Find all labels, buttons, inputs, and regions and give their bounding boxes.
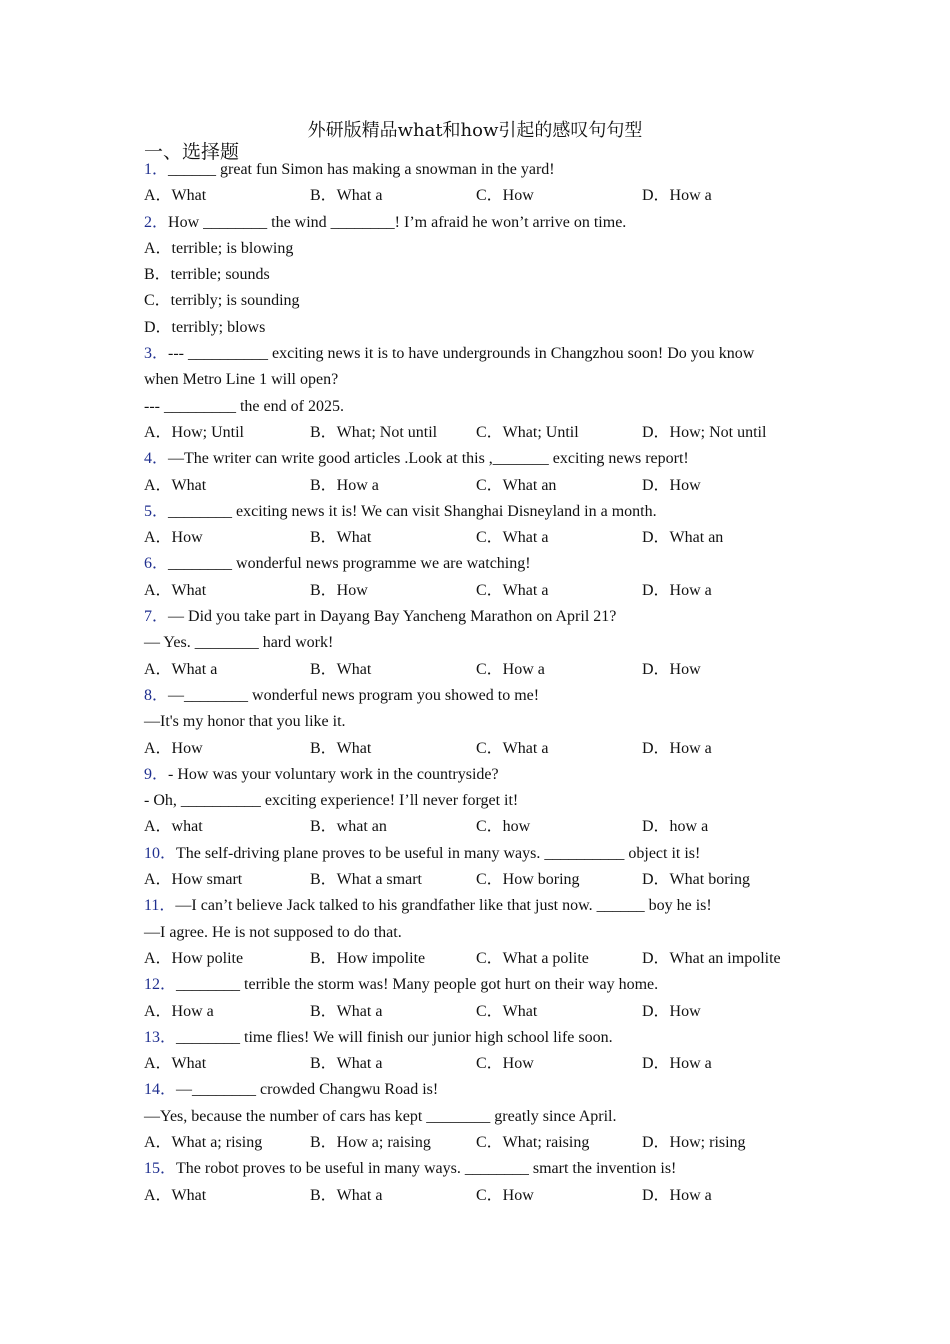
question-item <box>144 1156 824 1209</box>
answer-options <box>144 578 824 604</box>
question-stem <box>144 841 824 867</box>
answer-option[interactable]: D．What an impolite <box>642 949 781 967</box>
answer-option[interactable]: B．terrible; sounds <box>144 266 270 284</box>
question-stem-continued <box>144 709 824 735</box>
answer-option[interactable]: D．What boring <box>642 871 750 889</box>
question-stem <box>144 551 824 577</box>
answer-option[interactable]: A．How polite <box>144 949 244 967</box>
question-text: —It's my honor that you like it. <box>144 713 346 731</box>
question-item <box>144 683 824 762</box>
answer-option[interactable]: B．How a <box>310 476 379 494</box>
answer-option[interactable]: A．What <box>144 1186 207 1204</box>
question-number: 12． <box>144 976 177 994</box>
question-list <box>144 157 824 1209</box>
question-number: 8． <box>144 686 169 704</box>
question-number: 9． <box>144 765 169 783</box>
answer-option[interactable]: D．how a <box>642 818 709 836</box>
answer-options <box>144 814 824 840</box>
answer-option[interactable]: D．How <box>642 1002 701 1020</box>
question-item <box>144 551 824 604</box>
question-stem-continued <box>144 630 824 656</box>
question-text: --- __________ exciting news it is to have undergrounds in Changzhou soon! Do you know <box>168 345 755 363</box>
answer-option[interactable]: C．What a <box>476 581 549 599</box>
answer-option[interactable]: B．How <box>310 581 368 599</box>
question-stem <box>144 341 824 367</box>
answer-option[interactable]: C．How <box>476 1186 534 1204</box>
question-item <box>144 210 824 341</box>
answer-option[interactable]: C．What <box>476 1002 538 1020</box>
answer-options <box>144 525 824 551</box>
answer-options <box>144 946 824 972</box>
question-text: --- _________ the end of 2025. <box>144 397 344 415</box>
question-number: 10． <box>144 844 177 862</box>
answer-option[interactable]: B．How a; raising <box>310 1133 431 1151</box>
answer-option[interactable]: A．How a <box>144 1002 214 1020</box>
question-number: 4． <box>144 450 169 468</box>
question-number: 6． <box>144 555 169 573</box>
answer-option[interactable]: B．what an <box>310 818 387 836</box>
question-text: — Did you take part in Dayang Bay Yancheng Marathon on April 21? <box>168 608 617 626</box>
answer-option[interactable]: D．terribly; blows <box>144 318 266 336</box>
answer-option[interactable]: D．How; Not until <box>642 423 767 441</box>
answer-option[interactable]: C．What; Until <box>476 423 579 441</box>
answer-option[interactable]: B．How impolite <box>310 949 426 967</box>
answer-option[interactable]: C．How a <box>476 660 545 678</box>
question-text: How ________ the wind ________! I’m afraid he won’t arrive on time. <box>168 213 627 231</box>
question-number: 11． <box>144 897 176 915</box>
answer-option[interactable]: D．How a <box>642 1186 712 1204</box>
question-text: - Oh, __________ exciting experience! I’ll never forget it! <box>144 792 519 810</box>
answer-option[interactable]: B．What <box>310 660 372 678</box>
question-text: —I agree. He is not supposed to do that. <box>144 923 402 941</box>
answer-option[interactable]: D．How <box>642 476 701 494</box>
question-item <box>144 1077 824 1156</box>
answer-option[interactable]: C．What a polite <box>476 949 589 967</box>
question-number: 7． <box>144 608 169 626</box>
question-stem <box>144 210 824 236</box>
question-item <box>144 446 824 499</box>
answer-option[interactable]: A．What a; rising <box>144 1133 263 1151</box>
question-text: ________ exciting news it is! We can visit Shanghai Disneyland in a month. <box>168 502 657 520</box>
question-text: - How was your voluntary work in the countryside? <box>168 765 499 783</box>
question-stem-continued <box>144 788 824 814</box>
answer-option[interactable]: D．How a <box>642 739 712 757</box>
question-text: ________ terrible the storm was! Many people got hurt on their way home. <box>176 976 659 994</box>
answer-options <box>144 1183 824 1209</box>
answer-option[interactable]: A．What <box>144 1055 207 1073</box>
question-stem <box>144 446 824 472</box>
answer-option[interactable]: B．What a <box>310 1002 383 1020</box>
question-stem <box>144 1156 824 1182</box>
question-stem <box>144 604 824 630</box>
question-item <box>144 762 824 841</box>
question-item <box>144 604 824 683</box>
answer-option[interactable]: B．What <box>310 529 372 547</box>
answer-option[interactable]: B．What a <box>310 1055 383 1073</box>
answer-option[interactable]: C．What a <box>476 529 549 547</box>
question-number: 3． <box>144 345 169 363</box>
answer-options <box>144 736 824 762</box>
question-stem-continued <box>144 920 824 946</box>
question-item <box>144 1025 824 1078</box>
answer-option[interactable]: A．What a <box>144 660 218 678</box>
question-text: The self-driving plane proves to be useful in many ways. __________ object it is! <box>176 844 701 862</box>
question-stem <box>144 157 824 183</box>
question-stem <box>144 893 824 919</box>
answer-option[interactable]: C．What a <box>476 739 549 757</box>
question-number: 2． <box>144 213 169 231</box>
answer-options <box>144 183 824 209</box>
question-stem <box>144 683 824 709</box>
question-item <box>144 499 824 552</box>
question-stem-continued <box>144 1104 824 1130</box>
question-text: —I can’t believe Jack talked to his grandfather like that just now. ______ boy he is! <box>175 897 712 915</box>
answer-option[interactable]: C．What; raising <box>476 1133 590 1151</box>
answer-option[interactable]: B．What <box>310 739 372 757</box>
answer-options <box>144 1130 824 1156</box>
question-number: 14． <box>144 1081 177 1099</box>
question-text: ________ time flies! We will finish our junior high school life soon. <box>176 1028 613 1046</box>
answer-option[interactable]: D．How a <box>642 1055 712 1073</box>
answer-option[interactable]: D．How a <box>642 581 712 599</box>
answer-option[interactable]: B．What; Not until <box>310 423 438 441</box>
page-title: 外研版精品what和how引起的感叹句句型 <box>307 120 643 141</box>
question-text: ________ wonderful news programme we are watching! <box>168 555 531 573</box>
answer-option[interactable]: B．What a <box>310 1186 383 1204</box>
question-number: 5． <box>144 502 169 520</box>
answer-option[interactable]: D．How; rising <box>642 1133 746 1151</box>
question-stem-continued <box>144 394 824 420</box>
answer-option[interactable]: C．how <box>476 818 531 836</box>
answer-option[interactable]: A．What <box>144 476 207 494</box>
answer-option[interactable]: A．what <box>144 818 203 836</box>
question-text: —________ crowded Changwu Road is! <box>176 1081 439 1099</box>
answer-options <box>144 1051 824 1077</box>
answer-option[interactable]: A．How; Until <box>144 423 245 441</box>
answer-option[interactable]: A．How smart <box>144 871 243 889</box>
answer-options <box>144 657 824 683</box>
question-stem <box>144 1077 824 1103</box>
question-stem <box>144 762 824 788</box>
answer-option[interactable]: C．terribly; is sounding <box>144 292 300 310</box>
question-text: The robot proves to be useful in many ways. ________ smart the invention is! <box>176 1160 677 1178</box>
question-number: 15． <box>144 1160 177 1178</box>
answer-option[interactable]: C．How boring <box>476 871 580 889</box>
answer-options <box>144 420 824 446</box>
section-heading: 一、选择题 <box>144 141 240 163</box>
question-number: 1． <box>144 161 169 178</box>
question-text: —The writer can write good articles .Look at this ,_______ exciting news report! <box>168 450 689 468</box>
question-item <box>144 893 824 972</box>
answer-option[interactable]: C．How <box>476 1055 534 1073</box>
question-item <box>144 841 824 894</box>
answer-option[interactable]: A．How <box>144 529 203 547</box>
question-text: — Yes. ________ hard work! <box>144 634 334 652</box>
question-item <box>144 341 824 446</box>
question-text: —Yes, because the number of cars has kept ________ greatly since April. <box>144 1107 617 1125</box>
question-item <box>144 972 824 1025</box>
answer-option[interactable]: A．What <box>144 187 207 205</box>
answer-options <box>144 999 824 1025</box>
answer-option[interactable]: D．What an <box>642 529 724 547</box>
question-stem <box>144 972 824 998</box>
question-text: ______ great fun Simon has making a snowman in the yard! <box>168 161 555 178</box>
answer-option[interactable]: B．What a <box>310 187 383 205</box>
answer-options <box>144 473 824 499</box>
answer-option[interactable]: C．What an <box>476 476 557 494</box>
question-stem <box>144 1025 824 1051</box>
answer-option[interactable]: B．What a smart <box>310 871 422 889</box>
answer-options <box>144 867 824 893</box>
question-stem-continued <box>144 367 824 393</box>
question-text: —________ wonderful news program you showed to me! <box>168 686 540 704</box>
question-item <box>144 157 824 210</box>
answer-option[interactable]: D．How <box>642 660 701 678</box>
answer-option[interactable]: C．How <box>476 187 534 205</box>
question-number: 13． <box>144 1028 177 1046</box>
question-stem <box>144 499 824 525</box>
answer-option[interactable]: A．What <box>144 581 207 599</box>
answer-option[interactable]: D．How a <box>642 187 712 205</box>
question-text: when Metro Line 1 will open? <box>144 371 339 389</box>
answer-option[interactable]: A．terrible; is blowing <box>144 239 294 257</box>
answer-option[interactable]: A．How <box>144 739 203 757</box>
